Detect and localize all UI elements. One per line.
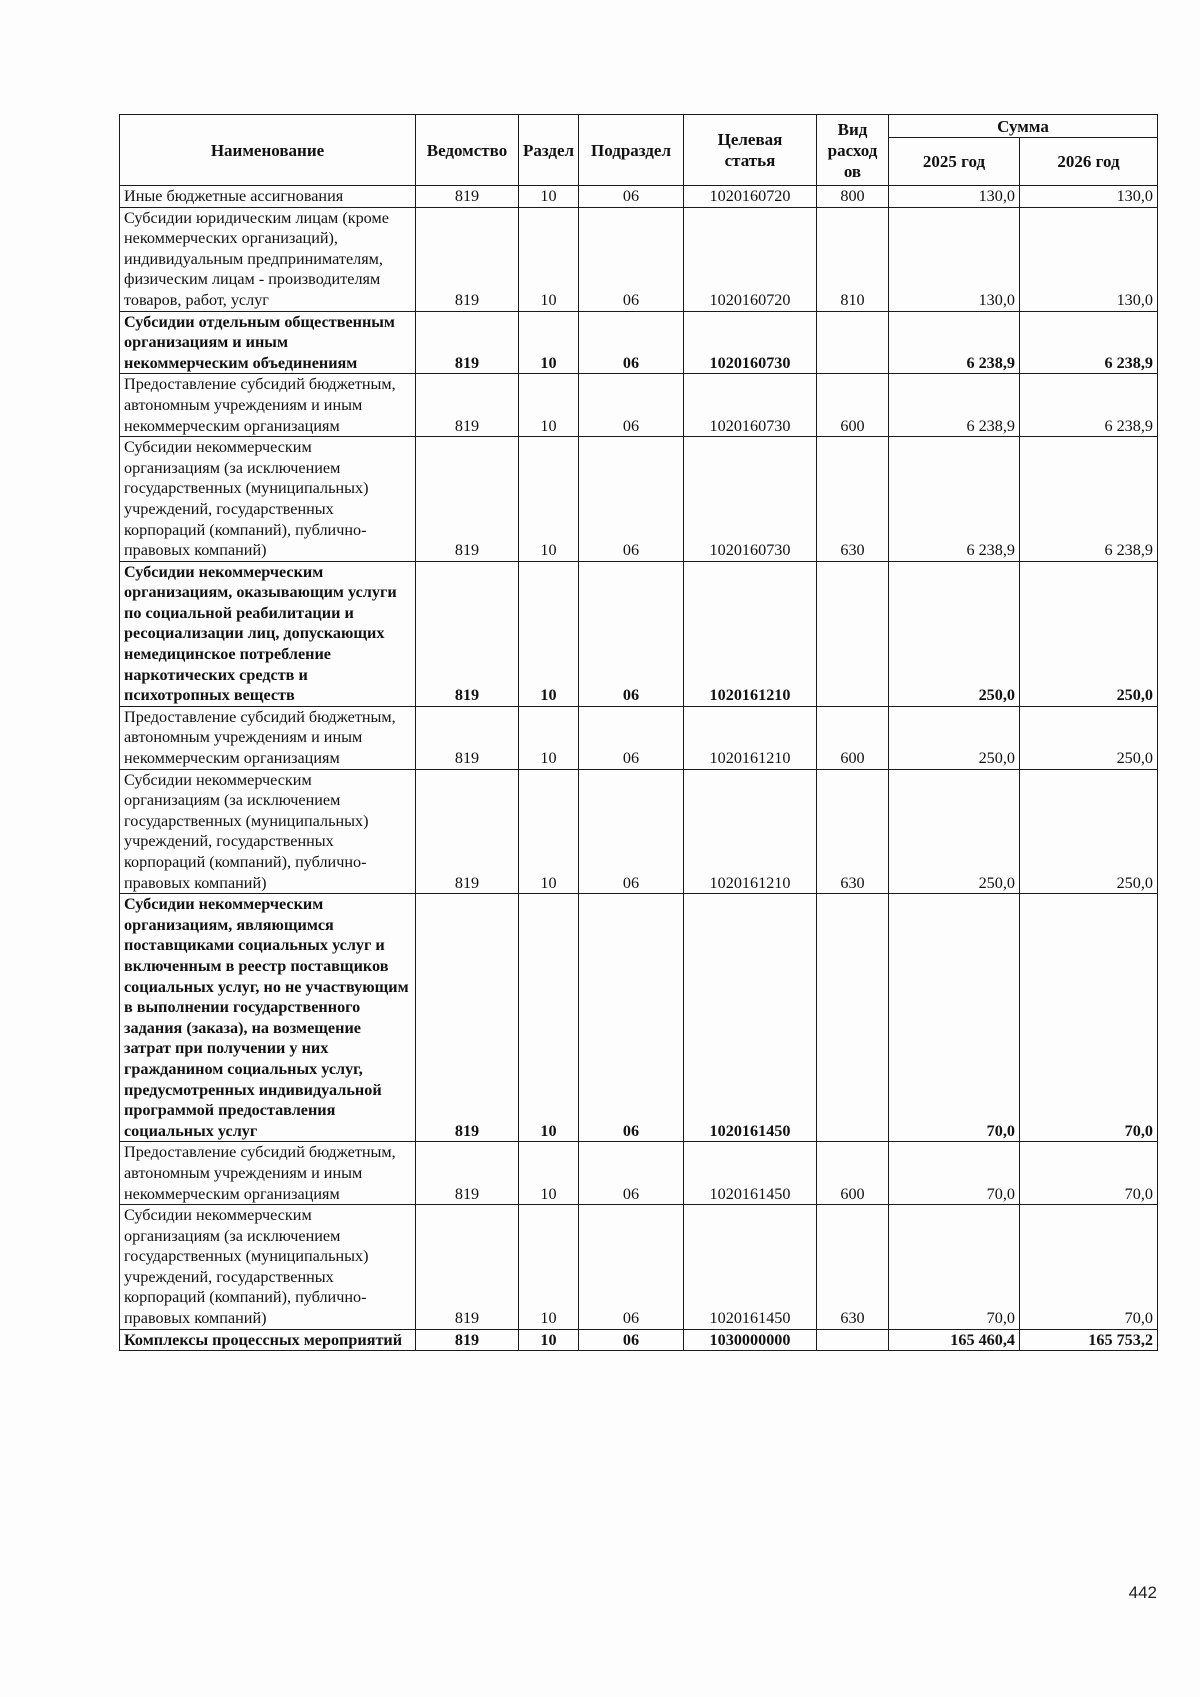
cell-department: 819 xyxy=(416,311,519,374)
cell-section: 10 xyxy=(519,1142,579,1205)
table-row xyxy=(120,894,1158,1142)
cell-expense-type: 600 xyxy=(817,374,889,437)
cell-amount-2025: 6 238,9 xyxy=(889,374,1020,437)
cell-name: Субсидии отдельным общественным организациям и иным некоммерческим объединениям xyxy=(120,311,416,374)
cell-section: 10 xyxy=(519,207,579,311)
cell-amount-2026: 165 753,2 xyxy=(1020,1329,1158,1351)
cell-subsection: 06 xyxy=(579,207,684,311)
table-row xyxy=(120,311,1158,374)
cell-amount-2026: 250,0 xyxy=(1020,561,1158,706)
cell-subsection: 06 xyxy=(579,1205,684,1330)
page-number: 442 xyxy=(1128,1583,1157,1602)
cell-section: 10 xyxy=(519,374,579,437)
cell-expense-type: 600 xyxy=(817,1142,889,1205)
cell-name: Предоставление субсидий бюджетным, автономным учреждениям и иным некоммерческим организациям xyxy=(120,374,416,437)
cell-amount-2025: 250,0 xyxy=(889,706,1020,769)
table-row xyxy=(120,1142,1158,1205)
cell-target-article: 1020161210 xyxy=(684,769,817,894)
cell-target-article: 1020160720 xyxy=(684,207,817,311)
cell-amount-2025: 130,0 xyxy=(889,186,1020,208)
cell-amount-2026: 70,0 xyxy=(1020,1205,1158,1330)
cell-expense-type: 630 xyxy=(817,437,889,562)
cell-target-article: 1020161450 xyxy=(684,894,817,1142)
cell-section: 10 xyxy=(519,894,579,1142)
table-row xyxy=(120,769,1158,894)
cell-amount-2026: 6 238,9 xyxy=(1020,437,1158,562)
cell-expense-type: 800 xyxy=(817,186,889,208)
cell-expense-type xyxy=(817,561,889,706)
cell-expense-type xyxy=(817,1329,889,1351)
table-row xyxy=(120,207,1158,311)
cell-expense-type: 810 xyxy=(817,207,889,311)
cell-department: 819 xyxy=(416,374,519,437)
cell-subsection: 06 xyxy=(579,1329,684,1351)
table-row xyxy=(120,1329,1158,1351)
cell-expense-type xyxy=(817,894,889,1142)
cell-target-article: 1020160720 xyxy=(684,186,817,208)
cell-amount-2026: 250,0 xyxy=(1020,769,1158,894)
header-target-article: Целевая статья xyxy=(684,115,817,186)
cell-amount-2025: 70,0 xyxy=(889,894,1020,1142)
cell-subsection: 06 xyxy=(579,561,684,706)
cell-department: 819 xyxy=(416,186,519,208)
cell-target-article: 1020161210 xyxy=(684,706,817,769)
cell-department: 819 xyxy=(416,706,519,769)
cell-amount-2025: 70,0 xyxy=(889,1142,1020,1205)
cell-amount-2026: 70,0 xyxy=(1020,894,1158,1142)
table-row xyxy=(120,374,1158,437)
cell-amount-2025: 70,0 xyxy=(889,1205,1020,1330)
cell-target-article: 1020160730 xyxy=(684,374,817,437)
cell-section: 10 xyxy=(519,561,579,706)
cell-department: 819 xyxy=(416,437,519,562)
cell-subsection: 06 xyxy=(579,374,684,437)
cell-section: 10 xyxy=(519,769,579,894)
cell-target-article: 1020161210 xyxy=(684,561,817,706)
cell-subsection: 06 xyxy=(579,769,684,894)
cell-amount-2025: 6 238,9 xyxy=(889,311,1020,374)
table-row xyxy=(120,186,1158,208)
cell-section: 10 xyxy=(519,1329,579,1351)
cell-expense-type: 630 xyxy=(817,769,889,894)
cell-department: 819 xyxy=(416,207,519,311)
budget-table xyxy=(119,114,1158,1351)
cell-subsection: 06 xyxy=(579,437,684,562)
cell-name: Предоставление субсидий бюджетным, автономным учреждениям и иным некоммерческим организациям xyxy=(120,706,416,769)
cell-amount-2025: 250,0 xyxy=(889,769,1020,894)
cell-amount-2025: 250,0 xyxy=(889,561,1020,706)
table-body xyxy=(120,186,1158,1351)
cell-name: Предоставление субсидий бюджетным, автономным учреждениям и иным некоммерческим организациям xyxy=(120,1142,416,1205)
cell-section: 10 xyxy=(519,311,579,374)
header-year-2025: 2025 год xyxy=(889,138,1020,186)
cell-amount-2025: 165 460,4 xyxy=(889,1329,1020,1351)
cell-amount-2026: 130,0 xyxy=(1020,207,1158,311)
cell-subsection: 06 xyxy=(579,706,684,769)
cell-amount-2026: 70,0 xyxy=(1020,1142,1158,1205)
cell-amount-2026: 250,0 xyxy=(1020,706,1158,769)
cell-name: Субсидии некоммерческим организациям (за исключением государственных (муниципальных) учреждений, государственных корпораций (компаний), публично-правовых компаний) xyxy=(120,769,416,894)
cell-target-article: 1020161450 xyxy=(684,1142,817,1205)
cell-target-article: 1020161450 xyxy=(684,1205,817,1330)
cell-section: 10 xyxy=(519,186,579,208)
cell-name: Субсидии некоммерческим организациям (за исключением государственных (муниципальных) учреждений, государственных корпораций (компаний), публично-правовых компаний) xyxy=(120,1205,416,1330)
header-expense-type: Вид расход ов xyxy=(817,115,889,186)
cell-section: 10 xyxy=(519,1205,579,1330)
table-row xyxy=(120,437,1158,562)
cell-section: 10 xyxy=(519,437,579,562)
cell-expense-type: 600 xyxy=(817,706,889,769)
cell-department: 819 xyxy=(416,1329,519,1351)
cell-section: 10 xyxy=(519,706,579,769)
header-subsection: Подраздел xyxy=(579,115,684,186)
cell-department: 819 xyxy=(416,894,519,1142)
cell-name: Субсидии юридическим лицам (кроме некоммерческих организаций), индивидуальным предпринимателям, физическим лицам - производителям товаров, работ, услуг xyxy=(120,207,416,311)
cell-department: 819 xyxy=(416,561,519,706)
cell-amount-2025: 6 238,9 xyxy=(889,437,1020,562)
cell-subsection: 06 xyxy=(579,894,684,1142)
cell-amount-2026: 6 238,9 xyxy=(1020,374,1158,437)
cell-name: Субсидии некоммерческим организациям (за исключением государственных (муниципальных) учреждений, государственных корпораций (компаний), публично-правовых компаний) xyxy=(120,437,416,562)
cell-name: Комплексы процессных мероприятий xyxy=(120,1329,416,1351)
cell-subsection: 06 xyxy=(579,186,684,208)
header-year-2026: 2026 год xyxy=(1020,138,1158,186)
header-name: Наименование xyxy=(120,115,416,186)
table-row xyxy=(120,706,1158,769)
cell-expense-type xyxy=(817,311,889,374)
cell-target-article: 1030000000 xyxy=(684,1329,817,1351)
cell-amount-2025: 130,0 xyxy=(889,207,1020,311)
header-row xyxy=(120,115,1158,138)
cell-expense-type: 630 xyxy=(817,1205,889,1330)
header-section: Раздел xyxy=(519,115,579,186)
cell-amount-2026: 130,0 xyxy=(1020,186,1158,208)
cell-department: 819 xyxy=(416,1205,519,1330)
header-sum: Сумма xyxy=(889,115,1158,138)
header-department: Ведомство xyxy=(416,115,519,186)
cell-name: Субсидии некоммерческим организациям, являющимся поставщиками социальных услуг и включенным в реестр поставщиков социальных услуг, но не участвующим в выполнении государственного задания (заказа), на возмещение затрат при получении у них гражданином социальных услуг, предусмотренных индивидуальной программой предоставления социальных услуг xyxy=(120,894,416,1142)
cell-target-article: 1020160730 xyxy=(684,437,817,562)
cell-name: Субсидии некоммерческим организациям, оказывающим услуги по социальной реабилитации и ресоциализации лиц, допускающих немедицинское потребление наркотических средств и психотропных веществ xyxy=(120,561,416,706)
cell-subsection: 06 xyxy=(579,1142,684,1205)
table-row xyxy=(120,561,1158,706)
cell-subsection: 06 xyxy=(579,311,684,374)
cell-department: 819 xyxy=(416,769,519,894)
cell-target-article: 1020160730 xyxy=(684,311,817,374)
cell-department: 819 xyxy=(416,1142,519,1205)
cell-name: Иные бюджетные ассигнования xyxy=(120,186,416,208)
table-row xyxy=(120,1205,1158,1330)
cell-amount-2026: 6 238,9 xyxy=(1020,311,1158,374)
